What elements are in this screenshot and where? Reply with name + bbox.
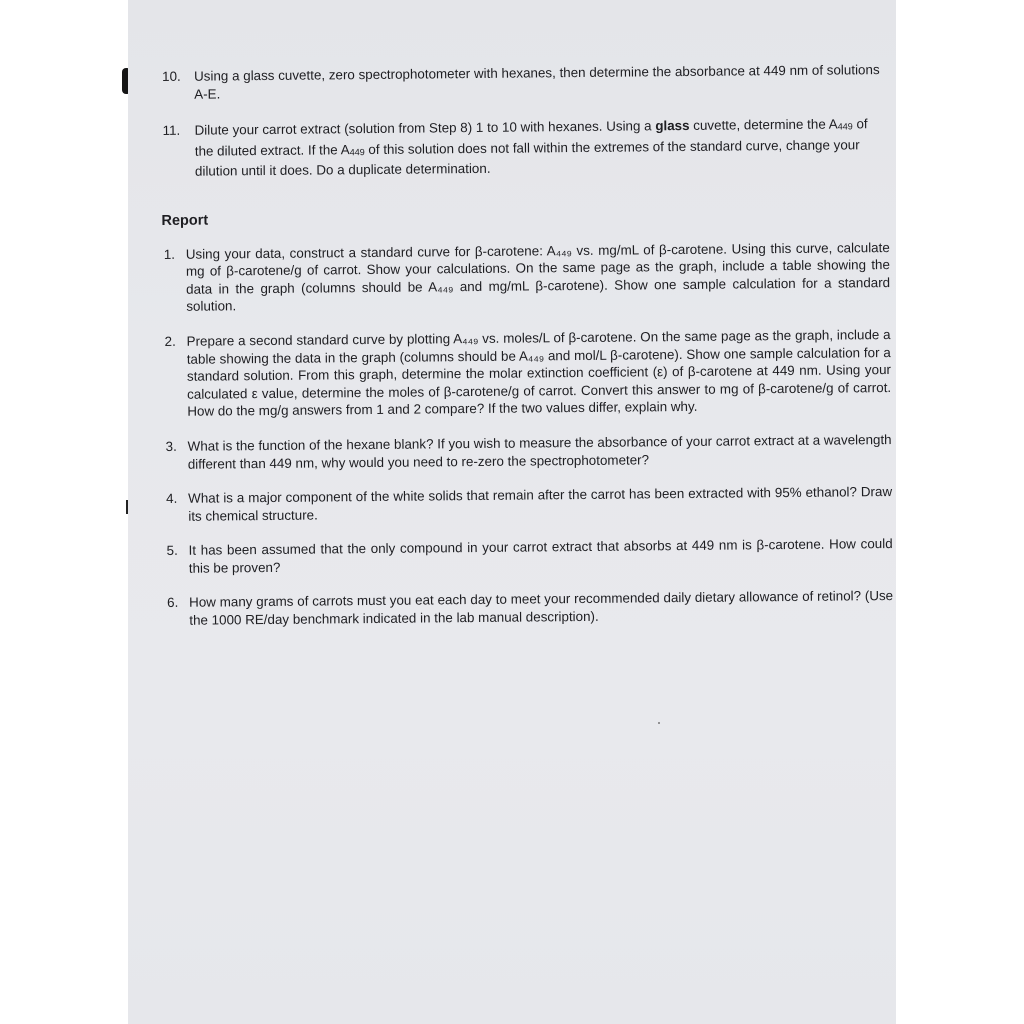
report-question-3 xyxy=(166,431,892,473)
step-text-part: Dilute your carrot extract (solution from Step 8) 1 to 10 with hexanes. Using a xyxy=(194,118,656,138)
question-text: What is the function of the hexane blank? If you wish to measure the absorbance of your carrot extract at a wavelength different than 449 nm, why would you need to re-zero the spectrophotometer? xyxy=(187,431,892,472)
question-number: 2. xyxy=(164,333,176,349)
step-number: 11. xyxy=(162,123,181,139)
step-text-bold: glass xyxy=(655,118,690,134)
document-page xyxy=(128,0,896,1024)
report-question-6 xyxy=(167,587,893,629)
report-heading: Report xyxy=(161,212,209,229)
step-number: 10. xyxy=(162,68,181,84)
question-text: Using your data, construct a standard curve for β-carotene: A₄₄₉ vs. mg/mL of β-carotene. Using this curve, calculate mg of β-carotene/g of carrot. Show your calculations. On the same page as the graph, include a table showing the data in the graph (columns should be A₄₄₉ and mg/mL β-carotene). Show one sample calculation for a standard solution. xyxy=(185,239,891,315)
report-question-1 xyxy=(164,239,891,316)
question-number: 6. xyxy=(167,595,179,611)
question-number: 4. xyxy=(166,490,178,507)
absorbance-symbol: A xyxy=(828,116,838,132)
question-number: 1. xyxy=(163,246,176,262)
procedure-steps xyxy=(162,61,889,181)
absorbance-symbol: A xyxy=(340,141,350,158)
wavelength-subscript: 449 xyxy=(837,121,853,132)
question-number: 3. xyxy=(165,438,177,454)
procedure-step-11 xyxy=(163,115,890,181)
procedure-step-10 xyxy=(162,61,888,103)
report-questions xyxy=(164,239,894,630)
document-content xyxy=(162,61,893,630)
wavelength-subscript: 449 xyxy=(349,146,365,157)
report-question-5 xyxy=(167,535,893,577)
question-number: 5. xyxy=(166,543,178,559)
question-text: What is a major component of the white solids that remain after the carrot has been extracted with 95% ethanol? Draw its chemical structure. xyxy=(188,484,893,524)
report-question-4 xyxy=(166,483,892,525)
report-question-2 xyxy=(165,326,892,421)
question-text: How many grams of carrots must you eat each day to meet your recommended daily dietary allowance of retinol? (Use the 1000 RE/day benchmark indicated in the lab manual description). xyxy=(189,588,894,628)
question-text: Prepare a second standard curve by plotting A₄₄₉ vs. moles/L of β-carotene. On the same page as the graph, include a table showing the data in the graph (columns should be A₄₄₉ and mol/L β-carotene). Show one sample calculation for a standard solution. From this graph, determine the molar extinction coefficient (ε) of β-carotene at 449 nm. Using your calculated ε value, determine the moles of β-carotene/g of carrot. Convert this answer to mg of β-carotene/g of carrot. How do the mg/g answers from 1 and 2 compare? If the two values differ, explain why. xyxy=(186,326,892,420)
step-text-part: of the diluted extract. If the xyxy=(194,116,868,159)
step-text-part: cuvette, determine the xyxy=(689,116,829,134)
question-text: It has been assumed that the only compound in your carrot extract that absorbs at 449 nm is β-carotene. How could this be proven? xyxy=(188,536,893,576)
step-text-part: of this solution does not fall within the extremes of the standard curve, change your dilution until it does. Do a duplicate determination. xyxy=(194,137,860,180)
paper-speck xyxy=(658,722,660,724)
step-text: Using a glass cuvette, zero spectrophotometer with hexanes, then determine the absorbance at 449 nm of solutions A-E. xyxy=(194,62,880,102)
